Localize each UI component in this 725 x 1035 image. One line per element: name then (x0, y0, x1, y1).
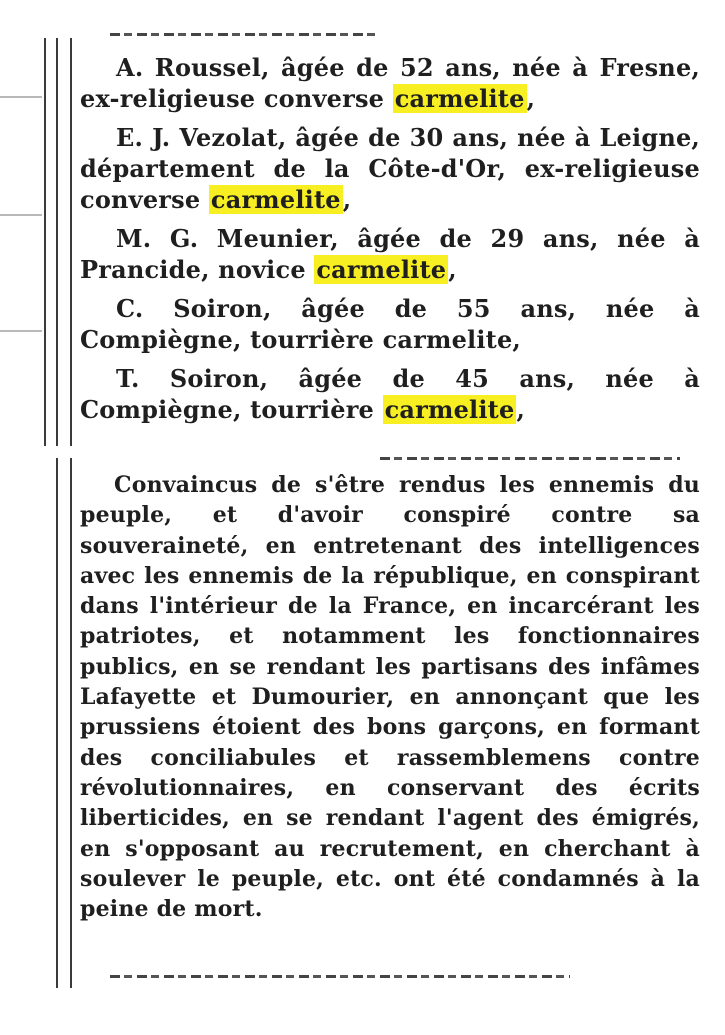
entry-punctuation: , (342, 185, 352, 214)
margin-rule (44, 38, 46, 446)
cut-off-text-fragment (110, 972, 570, 980)
entry-text: E. J. Vezolat, âgée de 30 ans, née à Leigne, département de la Côte-d'Or, ex-religieuse converse (80, 123, 700, 214)
search-highlight: carmelite (394, 84, 525, 113)
search-highlight: carmelite (210, 185, 341, 214)
search-highlight: carmelite (316, 255, 447, 284)
list-item (80, 293, 700, 355)
margin-rule (70, 458, 72, 988)
entry-text: C. Soiron, âgée de 55 ans, née à Compiègne, tourrière carmelite, (80, 294, 700, 354)
entry-punctuation: , (448, 255, 457, 284)
margin-mark (0, 330, 42, 332)
list-item (80, 52, 700, 114)
cut-off-text-fragment (380, 454, 680, 462)
margin-rule (56, 38, 58, 446)
margin-mark (0, 214, 42, 216)
entry-punctuation: , (516, 395, 526, 424)
entry-text: A. Roussel, âgée de 52 ans, née à Fresne, ex-religieuse converse (80, 53, 700, 113)
entry-text: M. G. Meunier, âgée de 29 ans, née à Prancide, novice (80, 224, 700, 284)
entry-text: T. Soiron, âgée de 45 ans, née à Compiègne, tourrière (80, 364, 700, 424)
list-item (80, 223, 700, 285)
margin-rule (70, 38, 72, 446)
margin-mark (0, 96, 42, 98)
entry-punctuation: , (526, 84, 536, 113)
list-item (80, 363, 700, 425)
cut-off-text-fragment (110, 30, 380, 38)
search-highlight: carmelite (384, 395, 515, 424)
margin-rule (56, 458, 58, 988)
list-item (80, 122, 700, 215)
verdict-paragraph: Convaincus de s'être rendus les ennemis du peuple, et d'avoir conspiré contre sa souveraineté, en entretenant des intelligences avec les ennemis de la république, en conspirant dans l'intérieur de la France, en incarcérant les patriotes, et notamment les fonctionnaires publics, en se rendant les partisans des infâmes Lafayette et Dumourier, en annonçant que les prussiens étoient des bons garçons, en formant des conciliabules et rassemblemens contre révolutionnaires, en conservant des écrits liberticides, en se rendant l'agent des émigrés, en s'opposant au recrutement, en cherchant à soulever le peuple, etc. ont été condamnés à la peine de mort. (80, 472, 700, 923)
condemned-list (80, 52, 700, 433)
